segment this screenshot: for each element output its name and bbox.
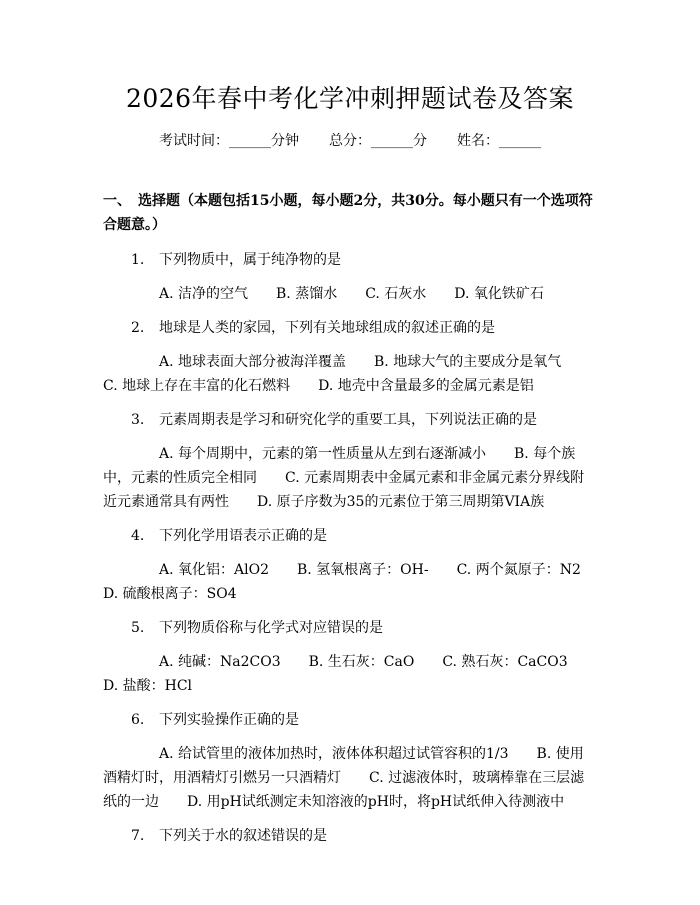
exam-body xyxy=(103,189,609,858)
question-options: A. 纯碱：Na2CO3 B. 生石灰：CaO C. 熟石灰：CaCO3 D. 盐酸：HCl xyxy=(103,654,596,694)
question-options: A. 每个周期中，元素的第一性质量从左到右逐渐减小 B. 每个族中，元素的性质完全相同 C. 元素周期表中金属元素和非金属元素分界线附近元素通常具有两性 D. 原子序数为35的元素位于第三周期第VIA族 xyxy=(103,446,585,510)
exam-meta xyxy=(0,131,700,151)
question-number: 5. xyxy=(131,620,145,636)
question-text: 元素周期表是学习和研究化学的重要工具，下列说法正确的是 xyxy=(159,412,537,428)
question-stem xyxy=(103,248,597,272)
question-stem xyxy=(103,408,597,432)
question-text: 下列物质中，属于纯净物的是 xyxy=(159,252,341,268)
question-stem xyxy=(103,316,597,340)
question-stem xyxy=(103,708,597,732)
question-text: 地球是人类的家园，下列有关地球组成的叙述正确的是 xyxy=(159,320,495,336)
section-heading: 一、 选择题（本题包括15小题，每小题2分，共30分。每小题只有一个选项符合题意。） xyxy=(103,193,593,233)
question-number: 7. xyxy=(131,828,145,844)
page-title: 2026年春中考化学冲刺押题试卷及答案 xyxy=(125,84,575,113)
question-text: 下列实验操作正确的是 xyxy=(159,712,299,728)
question-number: 4. xyxy=(131,528,145,544)
question-stem xyxy=(103,616,597,640)
question-number: 3. xyxy=(131,412,145,428)
question-stem xyxy=(103,824,597,848)
exam-time: 考试时间：______分钟 xyxy=(159,133,299,149)
question-number: 2. xyxy=(131,320,145,336)
question-number: 6. xyxy=(131,712,145,728)
question-options: A. 给试管里的液体加热时，液体体积超过试管容积的1/3 B. 使用酒精灯时，用酒精灯引燃另一只酒精灯 C. 过滤液体时，玻璃棒靠在三层滤纸的一边 D. 用pH试纸测定未知溶液的pH时，将pH试纸伸入待测液中 xyxy=(103,746,585,810)
question-text: 下列化学用语表示正确的是 xyxy=(159,528,327,544)
question-options: A. 氧化铝：AlO2 B. 氢氧根离子：OH- C. 两个氮原子：N2 D. 硫酸根离子：SO4 xyxy=(103,562,609,602)
question-stem xyxy=(103,524,597,548)
question-options: A. 洁净的空气 B. 蒸馏水 C. 石灰水 D. 氧化铁矿石 xyxy=(159,286,544,302)
question-options: A. 地球表面大部分被海洋覆盖 B. 地球大气的主要成分是氧气 C. 地球上存在丰富的化石燃料 D. 地壳中含量最多的金属元素是铝 xyxy=(103,354,590,394)
question-text: 下列关于水的叙述错误的是 xyxy=(159,828,327,844)
question-number: 1. xyxy=(131,252,145,268)
exam-score: 总分：______分 xyxy=(329,133,427,149)
question-text: 下列物质俗称与化学式对应错误的是 xyxy=(159,620,383,636)
student-name: 姓名：______ xyxy=(457,133,541,149)
